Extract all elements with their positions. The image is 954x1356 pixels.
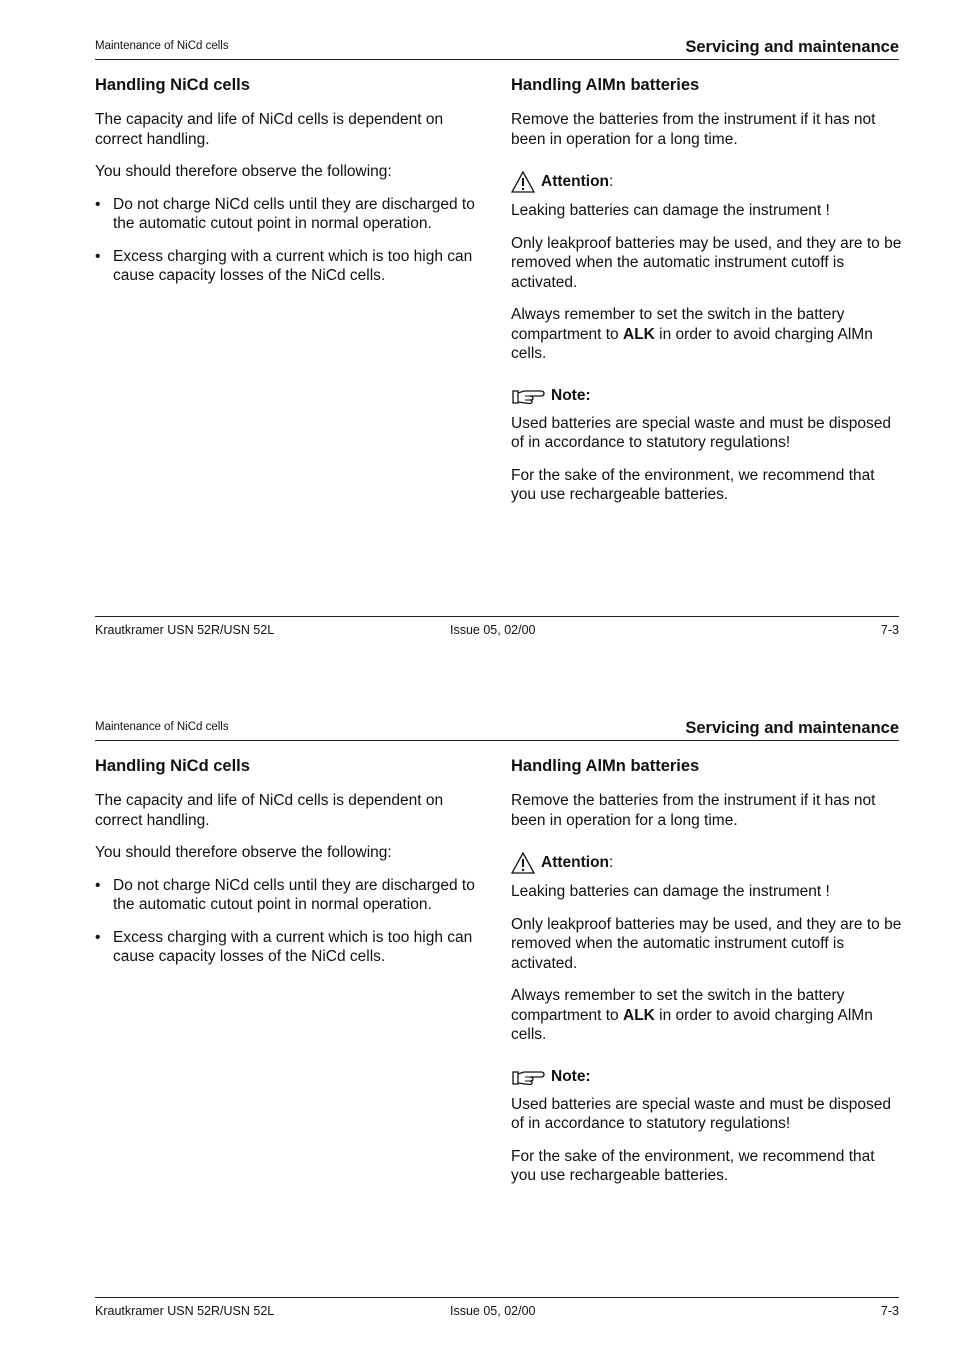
pointing-hand-icon (511, 386, 545, 406)
almn-heading: Handling AlMn batteries (511, 76, 700, 94)
list-item-text: Excess charging with a current which is too high can cause capacity losses of the NiCd cells. (113, 928, 473, 965)
attention-leak: Leaking batteries can damage the instrument ! (511, 202, 830, 219)
attention-switch (511, 305, 903, 364)
note-disposal: Used batteries are special waste and must be disposed of in accordance to statutory regulations! (511, 1095, 891, 1132)
almn-heading: Handling AlMn batteries (511, 757, 700, 775)
list-item (95, 928, 487, 967)
nicd-intro: The capacity and life of NiCd cells is dependent on correct handling. (95, 111, 444, 148)
list-item-text: Do not charge NiCd cells until they are discharged to the automatic cutout point in normal operation. (113, 876, 475, 913)
switch-text-before: Always remember to set the switch in the battery compartment to (511, 306, 845, 343)
attention-label: Attention (541, 854, 610, 872)
footer-page-number: 7-3 (880, 1304, 899, 1318)
nicd-rules-list (95, 876, 487, 967)
nicd-observe: You should therefore observe the following: (95, 163, 392, 180)
document-page-bottom (0, 681, 954, 1356)
footer-product: Krautkramer USN 52R/USN 52L (95, 623, 275, 637)
almn-intro: Remove the batteries from the instrument if it has not been in operation for a long time. (511, 792, 876, 829)
switch-text-after: in order to avoid charging AlMn cells. (511, 1006, 873, 1043)
nicd-observe: You should therefore observe the following: (95, 844, 392, 861)
right-column (511, 755, 903, 1199)
running-header-section: Maintenance of NiCd cells (95, 40, 229, 52)
header-rule (95, 59, 899, 60)
running-header-chapter: Servicing and maintenance (685, 719, 899, 737)
list-item-text: Excess charging with a current which is too high can cause capacity losses of the NiCd cells. (113, 247, 473, 284)
almn-intro: Remove the batteries from the instrument if it has not been in operation for a long time. (511, 111, 876, 148)
left-column (95, 755, 487, 980)
bullet: • (95, 195, 101, 213)
note-environment: For the sake of the environment, we recommend that you use rechargeable batteries. (511, 466, 875, 503)
running-header-chapter: Servicing and maintenance (685, 38, 899, 56)
note-callout (511, 386, 903, 406)
bullet: • (95, 928, 101, 946)
list-item (95, 876, 487, 915)
header-rule (95, 740, 899, 741)
list-item-text: Do not charge NiCd cells until they are discharged to the automatic cutout point in normal operation. (113, 195, 475, 232)
attention-leak: Leaking batteries can damage the instrument ! (511, 883, 830, 900)
list-item (95, 195, 487, 234)
nicd-heading: Handling NiCd cells (95, 76, 250, 94)
note-environment: For the sake of the environment, we recommend that you use rechargeable batteries. (511, 1147, 875, 1184)
attention-colon: : (609, 173, 614, 191)
note-disposal: Used batteries are special waste and must be disposed of in accordance to statutory regulations! (511, 414, 891, 451)
note-label: Note: (551, 386, 591, 404)
running-header-section: Maintenance of NiCd cells (95, 721, 229, 733)
switch-text-before: Always remember to set the switch in the battery compartment to (511, 987, 845, 1024)
note-label: Note: (551, 1067, 591, 1085)
warning-triangle-icon (511, 171, 535, 193)
attention-colon: : (609, 854, 614, 872)
attention-leakproof: Only leakproof batteries may be used, and they are to be removed when the automatic instrument cutoff is activated. (511, 234, 902, 291)
note-callout (511, 1067, 903, 1087)
bullet: • (95, 876, 101, 894)
switch-alk-setting: ALK (623, 325, 655, 343)
footer-issue: Issue 05, 02/00 (450, 623, 536, 637)
nicd-rules-list (95, 195, 487, 286)
pointing-hand-icon (511, 1067, 545, 1087)
footer-page-number: 7-3 (880, 623, 899, 637)
footer-issue: Issue 05, 02/00 (450, 1304, 536, 1318)
footer-product: Krautkramer USN 52R/USN 52L (95, 1304, 275, 1318)
attention-leakproof: Only leakproof batteries may be used, and they are to be removed when the automatic instrument cutoff is activated. (511, 915, 902, 972)
list-item (95, 247, 487, 286)
switch-text-after: in order to avoid charging AlMn cells. (511, 325, 873, 362)
bullet: • (95, 247, 101, 265)
attention-callout (511, 852, 903, 874)
nicd-heading: Handling NiCd cells (95, 757, 250, 775)
nicd-intro: The capacity and life of NiCd cells is dependent on correct handling. (95, 792, 444, 829)
attention-label: Attention (541, 173, 610, 191)
left-column (95, 74, 487, 299)
footer-rule (95, 616, 899, 617)
document-page-top (0, 0, 954, 675)
attention-callout (511, 171, 903, 193)
switch-alk-setting: ALK (623, 1006, 655, 1024)
footer-rule (95, 1297, 899, 1298)
attention-switch (511, 986, 903, 1045)
right-column (511, 74, 903, 518)
warning-triangle-icon (511, 852, 535, 874)
